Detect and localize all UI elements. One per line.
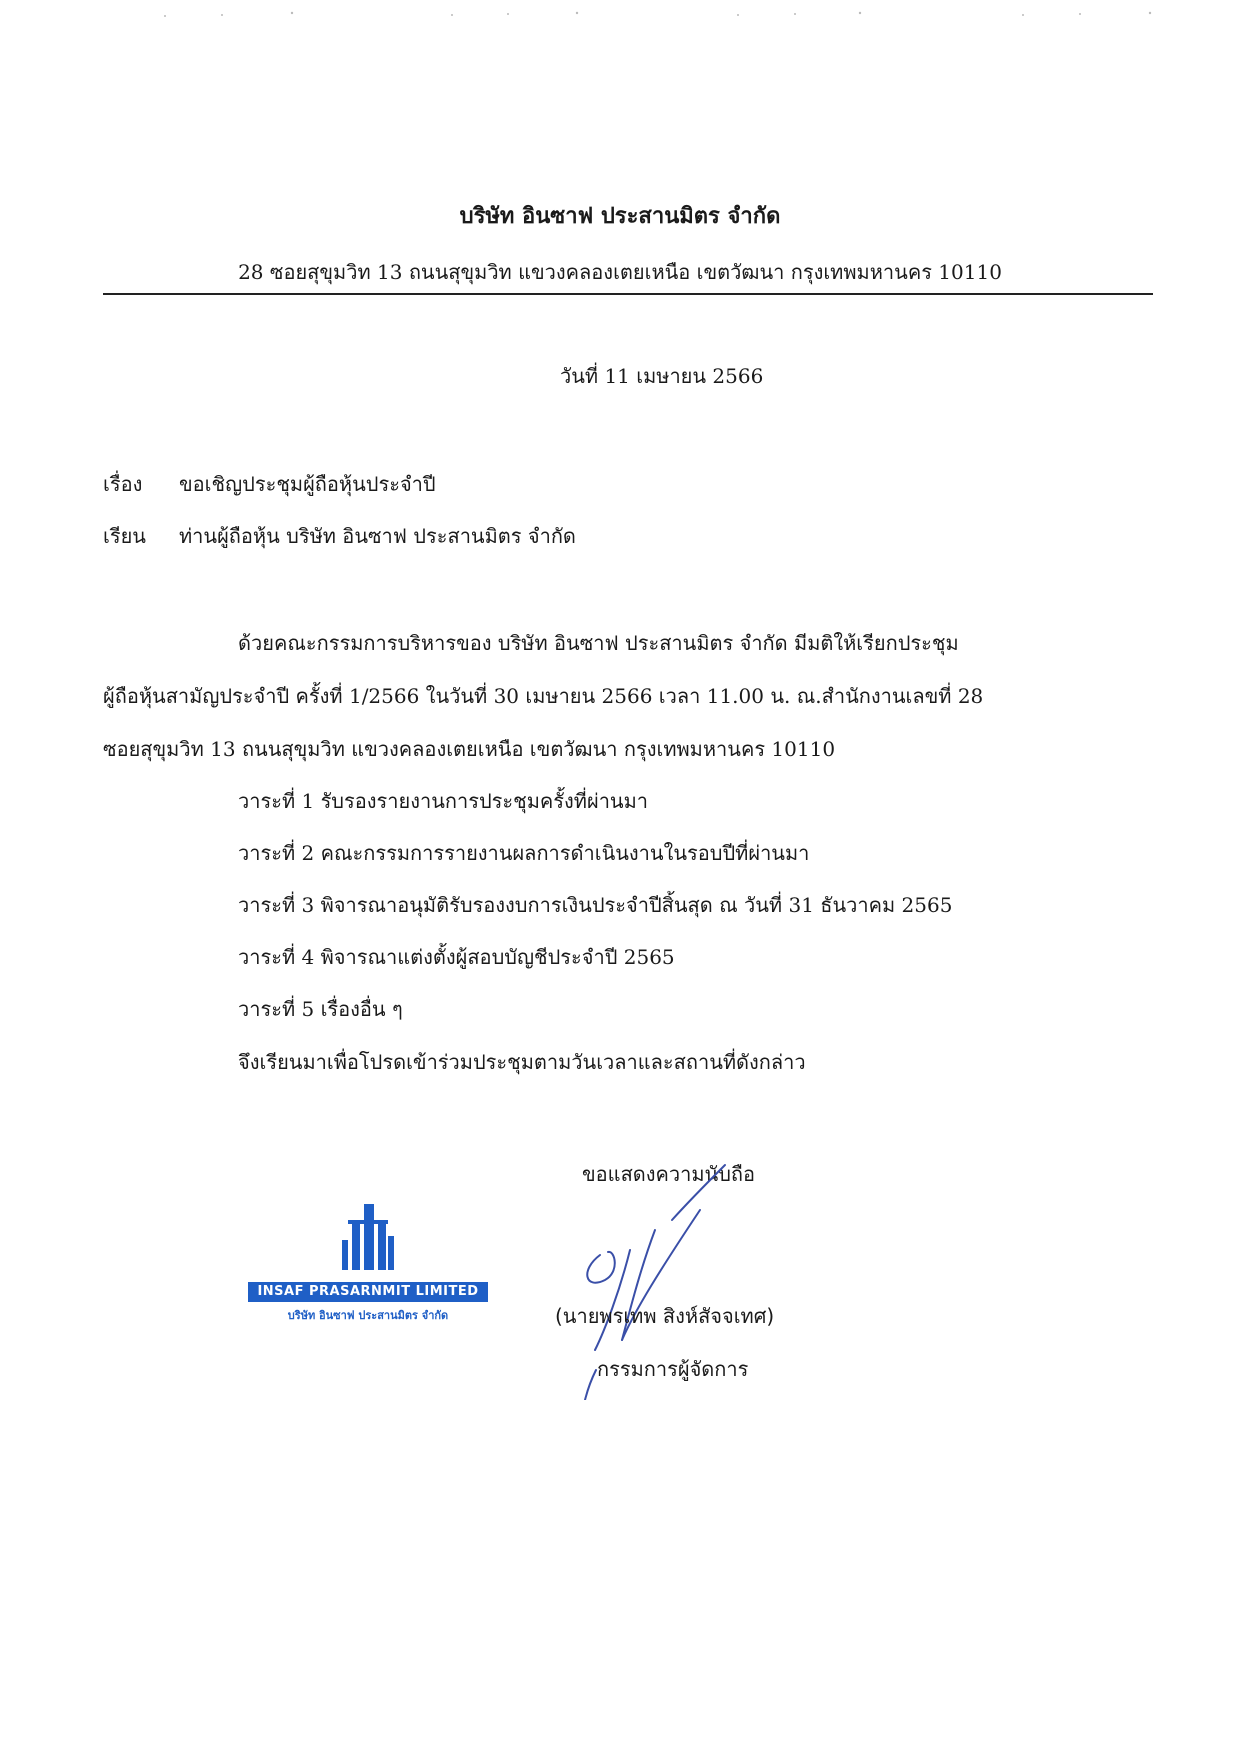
- subject-text: ขอเชิญประชุมผู้ถือหุ้นประจำปี: [179, 472, 436, 496]
- agenda-item: วาระที่ 5 เรื่องอื่น ๆ: [238, 997, 403, 1021]
- stamp-english-text: INSAF PRASARNMIT LIMITED: [248, 1282, 488, 1302]
- recipient-label: เรียน: [103, 524, 146, 548]
- agenda-item: วาระที่ 1 รับรองรายงานการประชุมครั้งที่ผ่านมา: [238, 789, 649, 813]
- letter-date: วันที่ 11 เมษายน 2566: [560, 364, 764, 388]
- subject-line: [103, 468, 436, 500]
- header-divider: [103, 293, 1153, 295]
- recipient-line: [103, 520, 576, 552]
- complimentary-close: ขอแสดงความนับถือ: [582, 1162, 756, 1186]
- building-logo-icon: [340, 1200, 396, 1270]
- company-address: 28 ซอยสุขุมวิท 13 ถนนสุขุมวิท แขวงคลองเตยเหนือ เขตวัฒนา กรุงเทพมหานคร 10110: [238, 260, 1002, 284]
- agenda-item: วาระที่ 2 คณะกรรมการรายงานผลการดำเนินงานในรอบปีที่ผ่านมา: [238, 841, 810, 865]
- recipient-text: ท่านผู้ถือหุ้น บริษัท อินซาฟ ประสานมิตร จำกัด: [179, 524, 576, 548]
- agenda-item: วาระที่ 3 พิจารณาอนุมัติรับรองงบการเงินประจำปีสิ้นสุด ณ วันที่ 31 ธันวาคม 2565: [238, 893, 953, 917]
- signer-name: (นายพรเทพ สิงห์สัจจเทศ): [555, 1304, 775, 1328]
- body-paragraph-line: ด้วยคณะกรรมการบริหารของ บริษัท อินซาฟ ประสานมิตร จำกัด มีมติให้เรียกประชุม: [238, 631, 959, 655]
- body-paragraph-line: ผู้ถือหุ้นสามัญประจำปี ครั้งที่ 1/2566 ในวันที่ 30 เมษายน 2566 เวลา 11.00 น. ณ.สำนักงานเลขที่ 28: [103, 684, 984, 708]
- scan-artifacts: [0, 0, 1240, 30]
- signer-title: กรรมการผู้จัดการ: [597, 1357, 749, 1381]
- closing-sentence: จึงเรียนมาเพื่อโปรดเข้าร่วมประชุมตามวันเวลาและสถานที่ดังกล่าว: [238, 1050, 806, 1074]
- company-stamp: [248, 1200, 488, 1330]
- stamp-thai-text: บริษัท อินซาฟ ประสานมิตร จำกัด: [287, 1309, 449, 1322]
- body-paragraph-line: ซอยสุขุมวิท 13 ถนนสุขุมวิท แขวงคลองเตยเหนือ เขตวัฒนา กรุงเทพมหานคร 10110: [103, 737, 836, 761]
- subject-label: เรื่อง: [103, 472, 143, 496]
- company-name: บริษัท อินซาฟ ประสานมิตร จำกัด: [459, 203, 781, 229]
- agenda-item: วาระที่ 4 พิจารณาแต่งตั้งผู้สอบบัญชีประจำปี 2565: [238, 945, 675, 969]
